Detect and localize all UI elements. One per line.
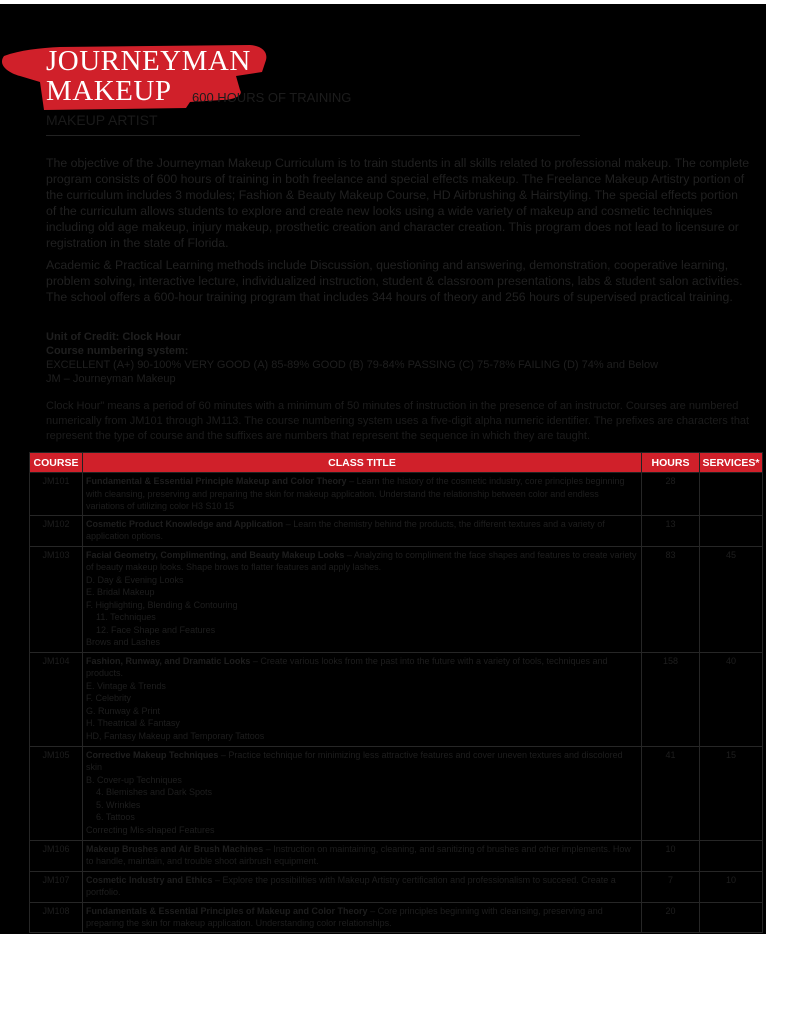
class-subtopic: E. Vintage & Trends: [86, 680, 166, 691]
table-row: [30, 515, 763, 546]
class-subtopic: D. Day & Evening Looks: [86, 574, 184, 585]
class-title: Fundamentals & Essential Principles of Makeup and Color Theory: [86, 905, 368, 916]
class-title: Facial Geometry, Complimenting, and Beauty Makeup Looks: [86, 549, 345, 560]
unit-of-credit: Unit of Credit: Clock Hour: [46, 331, 182, 343]
class-subtopic: H. Theatrical & Fantasy: [86, 718, 180, 728]
class-description: – Practice technique for minimizing less attractive features and cover uneven textures and discolored skin: [86, 749, 623, 772]
class-subtopic: 5. Wrinkles: [96, 799, 141, 810]
class-subtopic: HD, Fantasy Makeup and Temporary Tattoos: [86, 730, 265, 741]
course-code: JM103: [30, 546, 83, 652]
class-hours: 158: [642, 652, 700, 746]
class-title: Cosmetic Industry and Ethics: [86, 874, 213, 885]
clock-hour-definition: Clock Hour" means a period of 60 minutes with a minimum of 50 minutes of instruction in the presence of an instructor. Courses are numbered numerically from JM101 through JM113. The course numbering system uses a five-digit alpha numeric identifier. The prefixes are characters that represent the type of course and the suffixes are numbers that represent the sequence in which they are taught.: [46, 400, 750, 442]
class-services: 10: [700, 871, 763, 902]
class-hours: 13: [642, 515, 700, 546]
table-row: [30, 546, 763, 652]
class-hours: 41: [642, 746, 700, 840]
table-row: [30, 840, 763, 871]
class-services: [700, 515, 763, 546]
course-code: JM105: [30, 746, 83, 840]
course-code: JM101: [30, 473, 83, 516]
class-title-cell: [83, 652, 642, 746]
class-description: – Analyzing to compliment the face shapes and features to create variety of beauty makeup looks. Shape brows to flatter features and apply lashes.: [86, 549, 637, 572]
class-subtopic: F. Highlighting, Blending & Contouring: [86, 599, 238, 610]
class-subtopic: F. Celebrity: [86, 693, 132, 703]
objective-paragraph: The objective of the Journeyman Makeup Curriculum is to train students in all skills related to professional makeup. The complete program consists of 600 hours of training in both freelance and special effects makeup. The Freelance Makeup Artistry portion of the curriculum includes 3 modules; Fashion & Beauty Makeup Course, HD Airbrushing & Hairstyling. The special effects portion of the curriculum allows students to explore and create new looks using a wide variety of makeup and cosmetic techniques including old age makeup, injury makeup, prosthetic creation and character creation. This program does not lead to licensure or registration in the state of Florida.: [46, 156, 750, 250]
divider-line: [46, 135, 580, 136]
title-line-2: MAKEUP: [46, 75, 172, 107]
course-prefix: JM – Journeyman Makeup: [46, 373, 176, 385]
class-title-cell: [83, 473, 642, 516]
class-subtopic: Correcting Mis-shaped Features: [86, 824, 215, 835]
learning-methods-paragraph: Academic & Practical Learning methods include Discussion, questioning and answering, demonstration, cooperative learning, problem solving, interactive lecture, individualized instruction, student & classroom presentations, labs & student salon activities. The school offers a 600-hour training program that includes 344 hours of theory and 256 hours of supervised practical training.: [46, 258, 743, 304]
course-code: JM106: [30, 840, 83, 871]
class-hours: 83: [642, 546, 700, 652]
course-code: JM107: [30, 871, 83, 902]
table-row: [30, 473, 763, 516]
class-title-cell: [83, 746, 642, 840]
class-description: – Core principles beginning with cleansing, preserving and preparing the skin for makeup application. Understanding color relationships.: [86, 905, 603, 928]
class-description: – Explore the possibilities with Makeup Artistry certification and professionalism to succeed. Create a portfolio.: [86, 874, 616, 897]
class-description: – Instruction on maintaining, cleaning, and sanitizing of brushes and other implements. How to handle, maintain, and trouble shoot airbrush equipment.: [86, 843, 631, 866]
class-subtopic: 12. Face Shape and Features: [96, 624, 216, 635]
class-title-cell: [83, 515, 642, 546]
table-header-row: [30, 453, 763, 473]
course-code: JM102: [30, 515, 83, 546]
class-services: 40: [700, 652, 763, 746]
table-row: [30, 652, 763, 746]
class-subtopic: G. Runway & Print: [86, 705, 161, 716]
class-services: 45: [700, 546, 763, 652]
class-services: [700, 840, 763, 871]
class-services: [700, 473, 763, 516]
class-title: Makeup Brushes and Air Brush Machines: [86, 843, 264, 854]
class-services: 15: [700, 746, 763, 840]
class-title: Fashion, Runway, and Dramatic Looks: [86, 655, 251, 666]
class-title-cell: [83, 840, 642, 871]
class-subtopic: Brows and Lashes: [86, 637, 161, 647]
title-line-1: JOURNEYMAN: [46, 45, 251, 77]
class-hours: 20: [642, 902, 700, 932]
class-title: Corrective Makeup Techniques: [86, 749, 219, 760]
header-hours: HOURS: [642, 453, 700, 473]
class-description: – Learn the chemistry behind the products, the different textures and a variety of application options.: [86, 518, 605, 541]
numbering-system-label: Course numbering system:: [46, 345, 189, 357]
grading-scale: EXCELLENT (A+) 90-100% VERY GOOD (A) 85-89% GOOD (B) 79-84% PASSING (C) 75-78% FAILING (D) 74% and Below: [46, 359, 659, 371]
class-title: Fundamental & Essential Principle Makeup and Color Theory: [86, 476, 347, 486]
class-title-cell: [83, 902, 642, 932]
class-subtopic: 4. Blemishes and Dark Spots: [96, 787, 213, 797]
table-row: [30, 746, 763, 840]
class-hours: 10: [642, 840, 700, 871]
header-class-title: CLASS TITLE: [83, 453, 642, 473]
course-table-body: [30, 473, 763, 933]
header-course: COURSE: [30, 453, 83, 473]
class-subtopic: 6. Tattoos: [96, 812, 135, 822]
role-subtitle: MAKEUP ARTIST: [46, 112, 158, 128]
class-services: [700, 902, 763, 932]
training-hours-label: 600 HOURS OF TRAINING: [192, 90, 352, 105]
header-services: SERVICES*: [700, 453, 763, 473]
class-title-cell: [83, 546, 642, 652]
course-table: [29, 452, 763, 933]
class-subtopic: E. Bridal Makeup: [86, 587, 155, 597]
class-hours: 7: [642, 871, 700, 902]
class-hours: 28: [642, 473, 700, 516]
class-subtopic: 11. Techniques: [96, 612, 156, 622]
credit-info: [46, 330, 750, 386]
class-title: Cosmetic Product Knowledge and Application: [86, 518, 284, 529]
class-title-cell: [83, 871, 642, 902]
course-code: JM108: [30, 902, 83, 932]
class-description: – Learn the history of the cosmetic industry, core principles beginning with cleansing, preserving and preparing the skin for makeup application. Understand the relationship between color and endless variations of utilizing color H3 S10 15: [86, 476, 625, 511]
class-description: – Create various looks from the past into the future with a variety of tools, techniques and products.: [86, 655, 608, 678]
table-row: [30, 871, 763, 902]
table-row: [30, 902, 763, 932]
class-subtopic: B. Cover-up Techniques: [86, 774, 182, 785]
course-code: JM104: [30, 652, 83, 746]
